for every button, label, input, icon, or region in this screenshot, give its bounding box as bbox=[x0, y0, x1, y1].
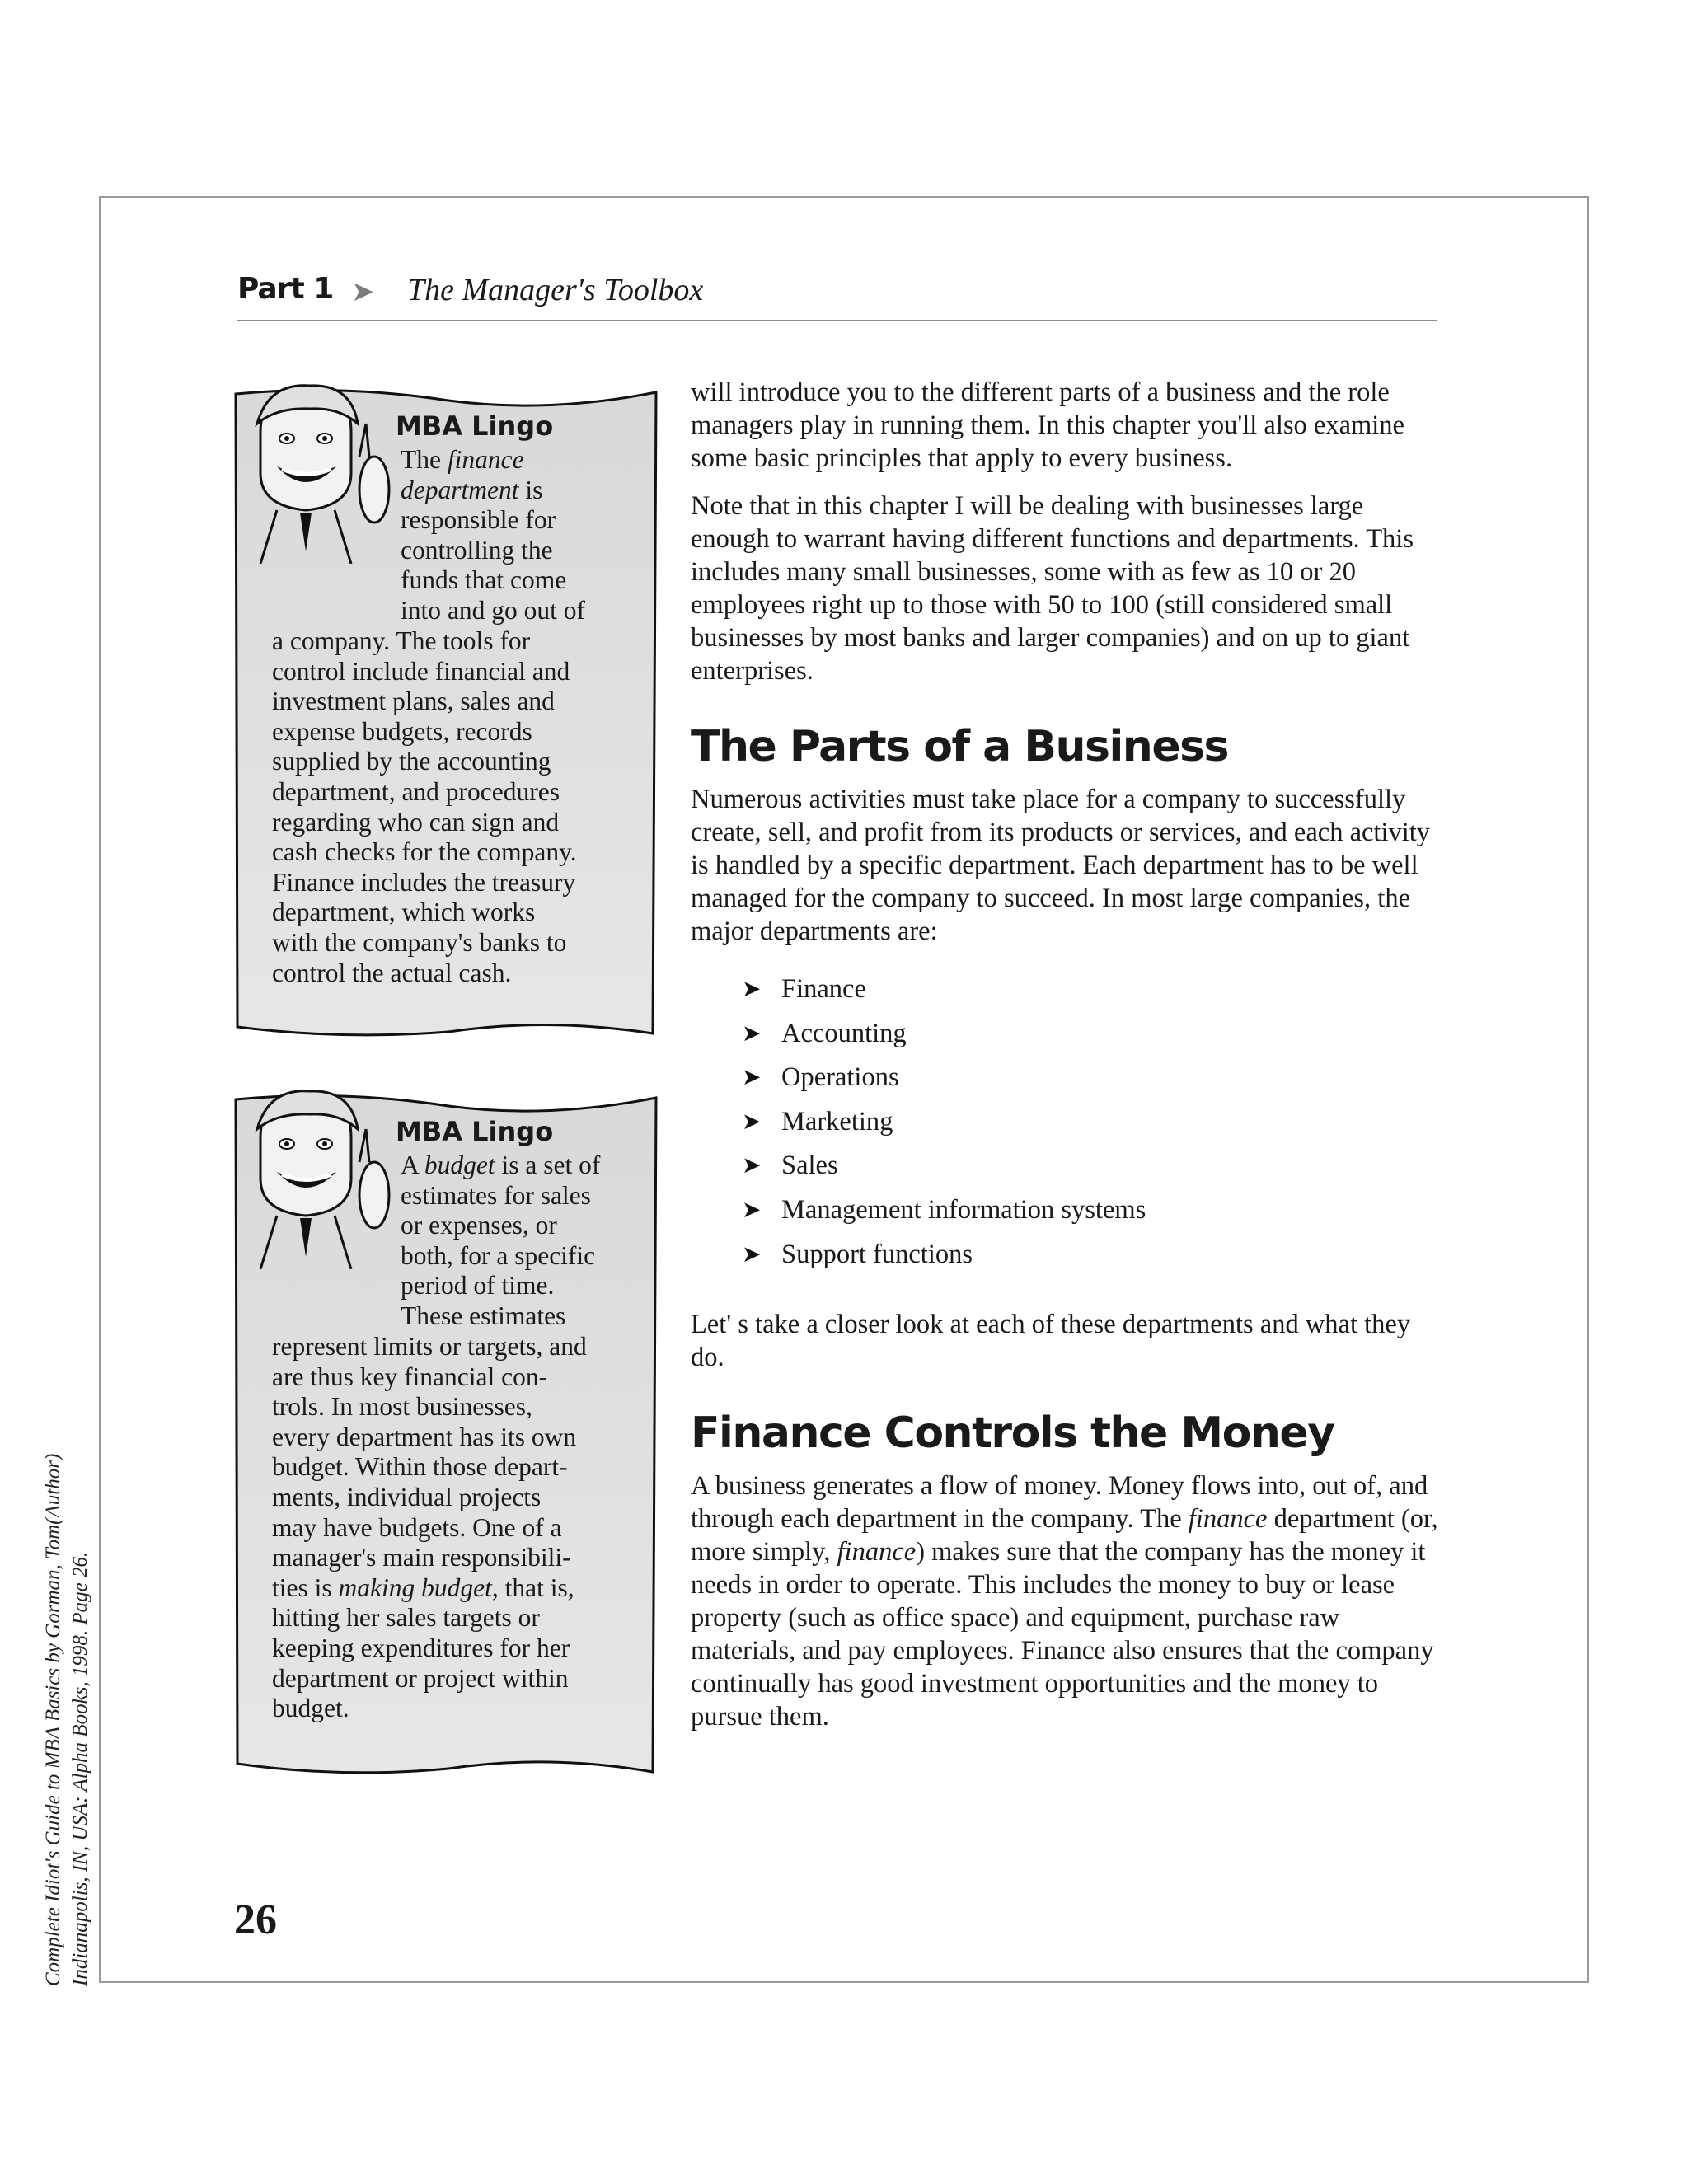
arrow-bullet-icon: ➤ bbox=[742, 1108, 762, 1135]
heading-parts-of-business: The Parts of a Business bbox=[691, 722, 1228, 771]
sidebar-line: both, for a specific bbox=[401, 1240, 596, 1270]
sidebar-line: A budget is a set of bbox=[401, 1151, 601, 1179]
sidebar-line: every department has its own bbox=[272, 1422, 577, 1451]
intro-paragraph: will introduce you to the different parts of a business and the role managers play in running them. In this chapter you'll also examine some basic principles that apply to every business. bbox=[691, 377, 1404, 473]
sidebar-line: or expenses, or bbox=[401, 1211, 557, 1240]
mascot-icon bbox=[227, 374, 401, 564]
sidebar-line: investment plans, sales and bbox=[272, 687, 555, 716]
sidebar-line: control include financial and bbox=[272, 656, 570, 686]
sidebar-narrow-text bbox=[401, 445, 648, 626]
sidebar-line: budget. bbox=[272, 1694, 349, 1723]
finance-term: finance bbox=[1188, 1504, 1268, 1535]
list-item-text: Marketing bbox=[781, 1106, 893, 1137]
heading-finance-controls-money: Finance Controls the Money bbox=[691, 1408, 1334, 1459]
sidebar-line: manager's main responsibili- bbox=[272, 1543, 571, 1572]
sidebar-line: may have budgets. One of a bbox=[272, 1512, 562, 1542]
sidebar-line: supplied by the accounting bbox=[272, 747, 551, 776]
sidebar-mba-lingo-budget bbox=[234, 1088, 658, 1780]
sidebar-title: MBA Lingo bbox=[396, 410, 554, 442]
list-item-text: Accounting bbox=[781, 1018, 907, 1048]
sidebar-line: The finance bbox=[401, 445, 524, 474]
citation-line-2: Indianapolis, IN, USA: Alpha Books, 1998. Page 26. bbox=[69, 1551, 91, 1986]
sidebar-mba-lingo-finance bbox=[234, 382, 658, 1042]
sidebar-line: expense budgets, records bbox=[272, 716, 532, 746]
running-head-arrow-icon: ➤ bbox=[351, 277, 375, 307]
list-item bbox=[742, 968, 1441, 1012]
arrow-bullet-icon: ➤ bbox=[742, 1241, 762, 1268]
list-item bbox=[742, 1012, 1441, 1057]
list-item-text: Sales bbox=[781, 1151, 838, 1181]
sidebar-line: estimates for sales bbox=[401, 1180, 591, 1210]
sidebar-line: cash checks for the company. bbox=[272, 837, 577, 867]
running-head-title: The Manager's Toolbox bbox=[407, 273, 704, 307]
sidebar-line: Finance includes the treasury bbox=[272, 867, 576, 897]
finance-term: finance bbox=[837, 1537, 917, 1568]
sidebar-line: control the actual cash. bbox=[272, 958, 512, 987]
side-citation bbox=[40, 1393, 106, 1986]
arrow-bullet-icon: ➤ bbox=[742, 1153, 762, 1179]
list-item bbox=[742, 1188, 1441, 1233]
sidebar-line: ments, individual projects bbox=[272, 1482, 542, 1511]
sidebar-line: regarding who can sign and bbox=[272, 807, 560, 837]
sidebar-line: controlling the bbox=[401, 535, 553, 565]
sidebar-line: department, and procedures bbox=[272, 776, 560, 806]
note-paragraph: Note that in this chapter I will be dealing with businesses large enough to warrant having different functions and departments. This includes many small businesses, some with as few as 10 or 20 employees right up to those with 50 to 100 (still considered small businesses by most banks and larger companies) and on up to giant enterprises. bbox=[691, 491, 1414, 686]
closer-look-paragraph: Let' s take a closer look at each of these departments and what they do. bbox=[691, 1310, 1411, 1373]
sidebar-line: into and go out of bbox=[401, 595, 585, 625]
sidebar-line: trols. In most businesses, bbox=[272, 1392, 532, 1422]
finance-text: A business generates a flow of money. Money flows into, out of, and through each department in the company. The bbox=[691, 1471, 1428, 1535]
list-item-text: Support functions bbox=[781, 1239, 973, 1269]
mascot-icon bbox=[227, 1080, 401, 1269]
finance-paragraph bbox=[691, 1469, 1441, 1733]
sidebar-narrow-text bbox=[401, 1151, 648, 1332]
sidebar-line: These estimates bbox=[401, 1301, 566, 1330]
main-column bbox=[691, 376, 1441, 1748]
arrow-bullet-icon: ➤ bbox=[742, 1020, 762, 1047]
finance-text: ) makes sure that the company has the money it needs in order to operate. This includes the money to buy or lease property (such as office space) and equipment, purchase raw materials, and pay employees. Finance also ensures that the company continually has good investment opportunities and the money to pursue them. bbox=[691, 1537, 1434, 1732]
arrow-bullet-icon: ➤ bbox=[742, 977, 762, 1002]
arrow-bullet-icon: ➤ bbox=[742, 1197, 762, 1223]
sidebar-line: department or project within bbox=[272, 1663, 569, 1693]
list-item bbox=[742, 1100, 1441, 1145]
sidebar-line: department is bbox=[401, 475, 543, 504]
sidebar-line: funds that come bbox=[401, 565, 567, 595]
list-item-text: Management information systems bbox=[781, 1194, 1146, 1225]
running-head-part: Part 1 bbox=[237, 272, 334, 306]
list-item-text: Operations bbox=[781, 1062, 899, 1093]
sidebar-line: represent limits or targets, and bbox=[272, 1332, 587, 1361]
sidebar-line: a company. The tools for bbox=[272, 626, 531, 655]
arrow-bullet-icon: ➤ bbox=[742, 1065, 762, 1091]
sidebar-line: hitting her sales targets or bbox=[272, 1603, 540, 1633]
sidebar-line: with the company's banks to bbox=[272, 927, 567, 957]
sidebar-wide-text bbox=[272, 626, 618, 988]
citation-line-1: Complete Idiot's Guide to MBA Basics by Gorman, Tom(Author) bbox=[42, 1453, 64, 1986]
sidebar-line: budget. Within those depart- bbox=[272, 1452, 568, 1482]
departments-list bbox=[742, 968, 1441, 1277]
sidebar-line: ties is making budget, that is, bbox=[272, 1572, 574, 1602]
sidebar-wide-text bbox=[272, 1332, 618, 1724]
page-number: 26 bbox=[234, 1896, 277, 1943]
sidebar-line: are thus key financial con- bbox=[272, 1361, 548, 1391]
list-item-text: Finance bbox=[781, 974, 866, 1004]
finance-text: department (or, more simply, bbox=[691, 1504, 1438, 1568]
list-item bbox=[742, 1056, 1441, 1100]
sidebar-line: period of time. bbox=[401, 1271, 555, 1301]
running-head bbox=[237, 269, 1437, 321]
sidebar-title: MBA Lingo bbox=[396, 1116, 554, 1147]
sidebar-line: responsible for bbox=[401, 505, 556, 535]
list-item bbox=[742, 1144, 1441, 1188]
sidebar-line: keeping expenditures for her bbox=[272, 1633, 570, 1662]
list-item bbox=[742, 1233, 1441, 1277]
parts-paragraph: Numerous activities must take place for a company to successfully create, sell, and profit from its products or services, and each activity is handled by a specific department. Each department has to be well managed for the company to succeed. In most large companies, the major departments are: bbox=[691, 785, 1431, 946]
sidebar-line: department, which works bbox=[272, 898, 536, 927]
